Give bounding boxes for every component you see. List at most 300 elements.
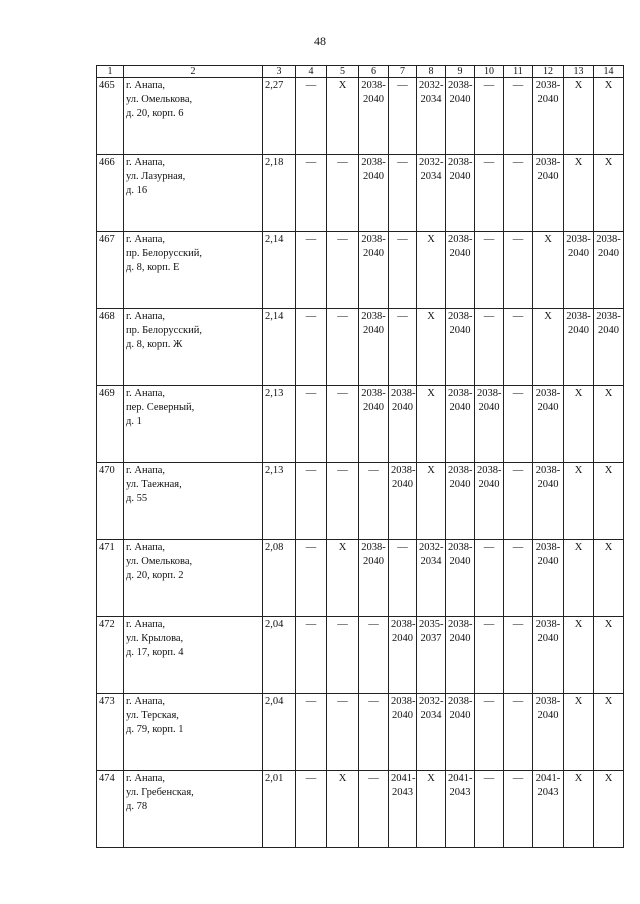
- cell-text: 2043: [537, 787, 559, 799]
- cell-text: —: [483, 773, 495, 784]
- column-header: 1: [97, 66, 124, 78]
- table-cell: [263, 386, 296, 463]
- cell-text: 2038-: [596, 234, 621, 245]
- table-cell: [417, 386, 446, 463]
- cell-text: 2038-: [535, 157, 561, 168]
- cell-text: —: [337, 157, 348, 168]
- cell-text: 2040: [363, 325, 384, 337]
- table-cell: [533, 78, 564, 155]
- table-cell: [504, 155, 533, 232]
- cell-text: —: [483, 311, 495, 322]
- table-cell: [446, 386, 475, 463]
- cell-text: д. 55: [126, 493, 148, 505]
- cell-text: 465: [99, 80, 115, 91]
- address-cell: [124, 155, 263, 232]
- cell-text: 2034: [420, 556, 442, 568]
- table-cell: [296, 771, 327, 848]
- cell-text: 2038-: [535, 388, 561, 399]
- table-cell: [446, 617, 475, 694]
- cell-text: —: [483, 542, 495, 553]
- row-number-cell: [97, 540, 124, 617]
- table-cell: [417, 309, 446, 386]
- cell-text: Х: [574, 696, 583, 707]
- cell-text: —: [512, 696, 524, 707]
- cell-text: 2040: [363, 556, 384, 568]
- cell-text: 2038-: [448, 465, 473, 476]
- cell-text: 2038-: [448, 696, 473, 707]
- cell-text: 2040: [449, 633, 471, 645]
- cell-text: 2038-: [448, 157, 473, 168]
- cell-text: 2038-: [391, 696, 416, 707]
- cell-text: —: [337, 388, 348, 399]
- table-cell: [533, 463, 564, 540]
- table-cell: [533, 617, 564, 694]
- cell-text: 2034: [420, 94, 442, 106]
- cell-text: 2040: [363, 248, 384, 260]
- cell-text: —: [397, 542, 408, 553]
- table-cell: [446, 463, 475, 540]
- table-cell: [389, 463, 417, 540]
- table-cell: [594, 386, 624, 463]
- cell-text: —: [483, 80, 495, 91]
- table-cell: [564, 771, 594, 848]
- cell-text: 2035-: [419, 619, 444, 630]
- cell-text: г. Анапа,: [126, 234, 166, 245]
- table-cell: [564, 232, 594, 309]
- column-header: 9: [446, 66, 475, 78]
- table-cell: [564, 617, 594, 694]
- table-cell: [475, 232, 504, 309]
- table-cell: [533, 540, 564, 617]
- cell-text: 2,04: [265, 619, 284, 630]
- cell-text: 2038-: [535, 696, 561, 707]
- table-cell: [389, 617, 417, 694]
- cell-text: —: [305, 542, 317, 553]
- column-header: 10: [475, 66, 504, 78]
- table-cell: [389, 386, 417, 463]
- cell-text: 2,13: [265, 388, 284, 399]
- cell-text: 2041-: [448, 773, 473, 784]
- cell-text: —: [305, 388, 317, 399]
- cell-text: Х: [604, 388, 613, 399]
- cell-text: Х: [604, 542, 613, 553]
- row-number-cell: [97, 386, 124, 463]
- table-cell: [359, 694, 389, 771]
- column-header: 14: [594, 66, 624, 78]
- cell-text: 2032-: [419, 696, 444, 707]
- cell-text: —: [305, 696, 317, 707]
- table-cell: [446, 232, 475, 309]
- cell-text: —: [483, 619, 495, 630]
- cell-text: 2040: [537, 94, 559, 106]
- cell-text: 2043: [449, 787, 471, 799]
- cell-text: 2040: [363, 402, 384, 414]
- cell-text: г. Анапа,: [126, 696, 166, 707]
- cell-text: 471: [99, 542, 115, 553]
- address-cell: [124, 78, 263, 155]
- table-cell: [327, 386, 359, 463]
- cell-text: —: [368, 465, 379, 476]
- cell-text: —: [305, 157, 317, 168]
- table-cell: [359, 155, 389, 232]
- table-cell: [475, 155, 504, 232]
- column-header: 13: [564, 66, 594, 78]
- cell-text: г. Анапа,: [126, 542, 166, 553]
- table-cell: [475, 540, 504, 617]
- cell-text: д. 1: [126, 416, 142, 428]
- cell-text: Х: [574, 465, 583, 476]
- address-cell: [124, 386, 263, 463]
- cell-text: д. 78: [126, 801, 148, 813]
- cell-text: д. 8, корп. Е: [126, 262, 180, 274]
- cell-text: —: [512, 619, 524, 630]
- column-header: 5: [327, 66, 359, 78]
- cell-text: 2038-: [391, 388, 416, 399]
- table-cell: [594, 617, 624, 694]
- cell-text: д. 16: [126, 185, 148, 197]
- table-cell: [594, 463, 624, 540]
- table-cell: [564, 309, 594, 386]
- cell-text: —: [337, 619, 348, 630]
- table-cell: [504, 309, 533, 386]
- table-cell: [533, 386, 564, 463]
- table-cell: [475, 309, 504, 386]
- cell-text: 2038-: [391, 465, 416, 476]
- table-cell: [296, 232, 327, 309]
- cell-text: 2038-: [535, 465, 561, 476]
- cell-text: —: [337, 696, 348, 707]
- cell-text: Х: [604, 465, 613, 476]
- table-cell: [475, 463, 504, 540]
- cell-text: ул. Терская,: [126, 710, 179, 722]
- table-cell: [327, 771, 359, 848]
- cell-text: г. Анапа,: [126, 773, 166, 784]
- table-cell: [446, 540, 475, 617]
- table-cell: [327, 155, 359, 232]
- cell-text: ул. Гребенская,: [126, 787, 194, 799]
- cell-text: д. 79, корп. 1: [126, 724, 184, 736]
- cell-text: пер. Северный,: [126, 402, 195, 414]
- table-cell: [475, 617, 504, 694]
- column-header: 3: [263, 66, 296, 78]
- table-cell: [564, 540, 594, 617]
- table-cell: [263, 617, 296, 694]
- column-header: 12: [533, 66, 564, 78]
- row-number-cell: [97, 771, 124, 848]
- cell-text: —: [368, 773, 379, 784]
- cell-text: 2,18: [265, 157, 284, 168]
- cell-text: —: [483, 234, 495, 245]
- cell-text: 468: [99, 311, 115, 322]
- column-header: 2: [124, 66, 263, 78]
- cell-text: ул. Лазурная,: [126, 171, 186, 183]
- cell-text: 473: [99, 696, 115, 707]
- table-cell: [263, 540, 296, 617]
- cell-text: —: [512, 234, 524, 245]
- table-cell: [263, 155, 296, 232]
- cell-text: 2034: [420, 171, 442, 183]
- table-row: [97, 155, 624, 232]
- address-cell: [124, 232, 263, 309]
- cell-text: 474: [99, 773, 115, 784]
- cell-text: —: [512, 773, 524, 784]
- cell-text: 2038-: [477, 465, 502, 476]
- cell-text: 2040: [537, 171, 559, 183]
- cell-text: 2040: [449, 479, 471, 491]
- column-header: 8: [417, 66, 446, 78]
- table-cell: [417, 463, 446, 540]
- cell-text: г. Анапа,: [126, 619, 166, 630]
- cell-text: пр. Белорусский,: [126, 325, 202, 337]
- table-cell: [504, 540, 533, 617]
- row-number-cell: [97, 694, 124, 771]
- cell-text: 472: [99, 619, 115, 630]
- table-cell: [263, 232, 296, 309]
- table-cell: [389, 232, 417, 309]
- cell-text: 2,14: [265, 311, 284, 322]
- cell-text: 2040: [449, 710, 471, 722]
- table-cell: [296, 309, 327, 386]
- cell-text: 467: [99, 234, 115, 245]
- table-cell: [533, 694, 564, 771]
- cell-text: —: [305, 234, 317, 245]
- cell-text: 2,01: [265, 773, 284, 784]
- cell-text: 2032-: [419, 157, 444, 168]
- table-row: [97, 78, 624, 155]
- table-row: [97, 540, 624, 617]
- cell-text: Х: [544, 311, 552, 322]
- cell-text: —: [368, 696, 379, 707]
- table-cell: [564, 386, 594, 463]
- table-cell: [475, 386, 504, 463]
- table-row: [97, 617, 624, 694]
- cell-text: 2038-: [448, 311, 473, 322]
- cell-text: д. 8, корп. Ж: [126, 339, 183, 351]
- table-cell: [263, 309, 296, 386]
- table-cell: [389, 155, 417, 232]
- cell-text: —: [397, 80, 408, 91]
- table-cell: [475, 771, 504, 848]
- cell-text: Х: [427, 465, 435, 476]
- table-cell: [389, 78, 417, 155]
- cell-text: 2038-: [361, 80, 386, 91]
- table-cell: [389, 540, 417, 617]
- cell-text: 466: [99, 157, 115, 168]
- cell-text: 2038-: [566, 311, 591, 322]
- cell-text: —: [512, 465, 524, 476]
- table-cell: [263, 78, 296, 155]
- cell-text: 2038-: [361, 157, 386, 168]
- table-body: [97, 78, 624, 848]
- cell-text: пр. Белорусский,: [126, 248, 202, 260]
- table-cell: [594, 78, 624, 155]
- cell-text: 2041-: [535, 773, 561, 784]
- table-row: [97, 771, 624, 848]
- address-cell: [124, 694, 263, 771]
- cell-text: —: [512, 311, 524, 322]
- table-cell: [389, 771, 417, 848]
- cell-text: Х: [427, 234, 435, 245]
- table-cell: [446, 78, 475, 155]
- table-cell: [263, 694, 296, 771]
- table-cell: [296, 463, 327, 540]
- cell-text: 2038-: [448, 80, 473, 91]
- table-cell: [417, 232, 446, 309]
- table-cell: [359, 309, 389, 386]
- cell-text: 469: [99, 388, 115, 399]
- cell-text: —: [337, 234, 348, 245]
- cell-text: 2040: [449, 171, 471, 183]
- cell-text: 2038-: [448, 619, 473, 630]
- cell-text: 2040: [392, 710, 413, 722]
- table-cell: [327, 232, 359, 309]
- row-number-cell: [97, 617, 124, 694]
- cell-text: 2038-: [361, 388, 386, 399]
- table-cell: [417, 155, 446, 232]
- cell-text: —: [337, 465, 348, 476]
- cell-text: 2040: [449, 325, 471, 337]
- table-cell: [594, 771, 624, 848]
- table-cell: [446, 694, 475, 771]
- address-cell: [124, 771, 263, 848]
- cell-text: —: [512, 157, 524, 168]
- table-cell: [533, 771, 564, 848]
- cell-text: 2041-: [391, 773, 416, 784]
- cell-text: Х: [604, 157, 613, 168]
- cell-text: 2,14: [265, 234, 284, 245]
- table-cell: [296, 540, 327, 617]
- cell-text: 2038-: [535, 542, 561, 553]
- cell-text: 2038-: [361, 234, 386, 245]
- cell-text: 470: [99, 465, 115, 476]
- cell-text: 2040: [363, 171, 384, 183]
- cell-text: 2040: [537, 402, 559, 414]
- table-cell: [504, 232, 533, 309]
- table-cell: [263, 463, 296, 540]
- cell-text: 2040: [478, 479, 500, 491]
- column-header: 11: [504, 66, 533, 78]
- cell-text: —: [512, 388, 524, 399]
- cell-text: 2034: [420, 710, 442, 722]
- cell-text: 2040: [598, 325, 619, 337]
- cell-text: г. Анапа,: [126, 157, 166, 168]
- row-number-cell: [97, 155, 124, 232]
- cell-text: 2040: [449, 556, 471, 568]
- cell-text: —: [305, 465, 317, 476]
- cell-text: 2038-: [391, 619, 416, 630]
- cell-text: Х: [427, 773, 435, 784]
- table-cell: [564, 155, 594, 232]
- table-cell: [417, 617, 446, 694]
- page-number: 48: [314, 34, 326, 48]
- table-cell: [594, 540, 624, 617]
- cell-text: 2038-: [448, 542, 473, 553]
- cell-text: —: [512, 542, 524, 553]
- cell-text: Х: [574, 80, 583, 91]
- cell-text: Х: [604, 696, 613, 707]
- cell-text: —: [305, 619, 317, 630]
- cell-text: —: [305, 773, 317, 784]
- cell-text: г. Анапа,: [126, 80, 166, 91]
- table-cell: [296, 694, 327, 771]
- cell-text: г. Анапа,: [126, 311, 166, 322]
- table-cell: [417, 540, 446, 617]
- table-cell: [504, 386, 533, 463]
- table-cell: [417, 771, 446, 848]
- table-cell: [504, 78, 533, 155]
- table-cell: [417, 694, 446, 771]
- table-cell: [296, 617, 327, 694]
- cell-text: 2040: [537, 479, 559, 491]
- cell-text: 2040: [598, 248, 619, 260]
- cell-text: 2032-: [419, 80, 444, 91]
- cell-text: 2040: [568, 325, 589, 337]
- table-cell: [594, 309, 624, 386]
- cell-text: —: [397, 157, 408, 168]
- cell-text: Х: [427, 388, 435, 399]
- table-cell: [533, 232, 564, 309]
- cell-text: Х: [338, 542, 347, 553]
- cell-text: 2038-: [535, 619, 561, 630]
- table-cell: [504, 617, 533, 694]
- table-cell: [533, 309, 564, 386]
- table-cell: [327, 540, 359, 617]
- table-cell: [504, 694, 533, 771]
- column-number-row: [97, 66, 624, 78]
- row-number-cell: [97, 463, 124, 540]
- cell-text: 2040: [537, 710, 559, 722]
- cell-text: —: [397, 234, 408, 245]
- table-cell: [359, 617, 389, 694]
- cell-text: 2040: [537, 633, 559, 645]
- address-cell: [124, 463, 263, 540]
- cell-text: 2040: [449, 94, 471, 106]
- cell-text: Х: [574, 157, 583, 168]
- table-cell: [446, 155, 475, 232]
- cell-text: Х: [338, 80, 347, 91]
- column-header: 4: [296, 66, 327, 78]
- cell-text: д. 20, корп. 2: [126, 570, 184, 582]
- table-row: [97, 232, 624, 309]
- table-cell: [359, 232, 389, 309]
- cell-text: 2,13: [265, 465, 284, 476]
- cell-text: 2,27: [265, 80, 284, 91]
- cell-text: г. Анапа,: [126, 465, 166, 476]
- table-cell: [389, 309, 417, 386]
- cell-text: 2038-: [477, 388, 502, 399]
- cell-text: Х: [544, 234, 552, 245]
- table-row: [97, 463, 624, 540]
- registry-table: [96, 65, 624, 848]
- table-row: [97, 694, 624, 771]
- cell-text: 2038-: [535, 80, 561, 91]
- cell-text: ул. Омелькова,: [126, 556, 193, 568]
- table-cell: [533, 155, 564, 232]
- cell-text: 2038-: [448, 234, 473, 245]
- cell-text: Х: [574, 773, 583, 784]
- table-cell: [296, 386, 327, 463]
- cell-text: —: [305, 80, 317, 91]
- cell-text: д. 17, корп. 4: [126, 647, 184, 659]
- table-cell: [263, 771, 296, 848]
- table-cell: [417, 78, 446, 155]
- cell-text: 2040: [392, 402, 413, 414]
- cell-text: 2040: [363, 94, 384, 106]
- cell-text: г. Анапа,: [126, 388, 166, 399]
- table-cell: [359, 463, 389, 540]
- cell-text: ул. Таежная,: [126, 479, 182, 491]
- table-cell: [446, 771, 475, 848]
